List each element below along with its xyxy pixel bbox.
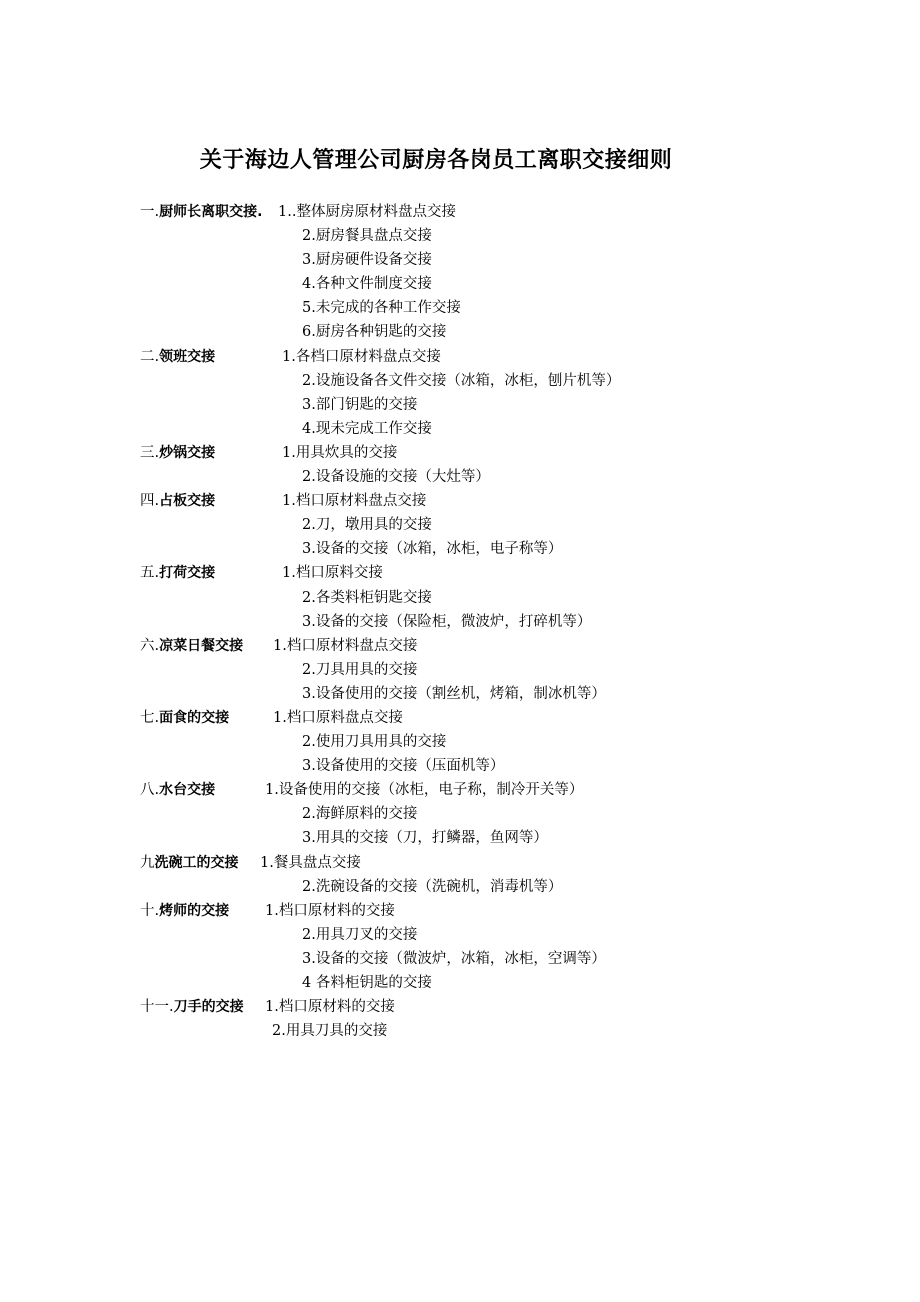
list-item: 2.刀，墩用具的交接 xyxy=(302,517,432,534)
section-dishwasher xyxy=(140,851,840,899)
list-item: 1.档口原材料盘点交接 xyxy=(273,637,418,654)
list-item: 2.海鲜原料的交接 xyxy=(302,806,418,823)
list-item: 1.档口原料盘点交接 xyxy=(273,709,403,726)
section-knife-hand xyxy=(140,995,840,1043)
list-item: 3.设备使用的交接（压面机等） xyxy=(302,758,505,775)
section-row xyxy=(140,995,840,1019)
list-item: 1.各档口原材料盘点交接 xyxy=(282,348,441,365)
section-chef xyxy=(140,200,840,345)
section-heading: 六.凉菜日餐交接 xyxy=(140,637,244,654)
list-item: 1.档口原材料盘点交接 xyxy=(282,493,427,510)
list-item: 3.设备的交接（微波炉，冰箱，冰柜，空调等） xyxy=(302,950,606,967)
list-item: 1..整体厨房原材料盘点交接 xyxy=(278,204,456,220)
section-foreman xyxy=(140,345,840,441)
list-item: 2.用具刀叉的交接 xyxy=(302,926,418,943)
section-heading: 四.占板交接 xyxy=(140,493,216,510)
section-heading: 十一.刀手的交接 xyxy=(140,999,244,1016)
list-item: 5.未完成的各种工作交接 xyxy=(302,300,461,317)
section-wok xyxy=(140,441,840,489)
section-heading: 二.领班交接 xyxy=(140,348,216,365)
list-item: 2.设备设施的交接（大灶等） xyxy=(302,469,490,486)
section-cold-dish xyxy=(140,634,840,706)
section-row xyxy=(140,634,840,658)
list-item: 4.现未完成工作交接 xyxy=(302,420,432,437)
list-item: 2.设施设备各文件交接（冰箱，冰柜，刨片机等） xyxy=(302,372,621,389)
list-item: 2.使用刀具用具的交接 xyxy=(302,734,447,751)
section-heading: 八.水台交接 xyxy=(140,782,216,799)
section-row xyxy=(140,200,840,224)
handover-list xyxy=(140,200,840,1043)
list-item: 2.用具刀具的交接 xyxy=(272,1023,388,1040)
list-item: 1.设备使用的交接（冰柜，电子称，制冷开关等） xyxy=(265,782,584,799)
section-heading: 十.烤师的交接 xyxy=(140,902,230,919)
list-item: 2.刀具用具的交接 xyxy=(302,661,418,678)
list-item: 1.档口原材料的交接 xyxy=(265,902,395,919)
document-title: 关于海边人管理公司厨房各岗员工离职交接细则 xyxy=(199,148,673,173)
section-heading: 一.厨师长离职交接. xyxy=(140,204,263,220)
section-cutting-board xyxy=(140,489,840,561)
list-item: 3.设备使用的交接（割丝机，烤箱，制冰机等） xyxy=(302,685,606,702)
list-item: 1.餐具盘点交接 xyxy=(260,854,361,871)
list-item: 3.部门钥匙的交接 xyxy=(302,396,418,413)
section-heading: 三.炒锅交接 xyxy=(140,444,216,461)
list-item: 3.设备的交接（冰箱，冰柜，电子称等） xyxy=(302,541,563,558)
section-row xyxy=(140,851,840,875)
list-item: 3.厨房硬件设备交接 xyxy=(302,252,432,269)
list-item: 2.厨房餐具盘点交接 xyxy=(302,228,432,245)
section-row xyxy=(140,706,840,730)
section-plating xyxy=(140,561,840,633)
section-row xyxy=(140,778,840,802)
section-heading: 五.打荷交接 xyxy=(140,565,216,582)
list-item: 1.档口原材料的交接 xyxy=(265,999,395,1016)
section-row xyxy=(140,489,840,513)
list-item: 2.洗碗设备的交接（洗碗机，消毒机等） xyxy=(302,878,563,895)
list-item: 6.厨房各种钥匙的交接 xyxy=(302,324,447,341)
section-pastry xyxy=(140,706,840,778)
list-item: 3.设备的交接（保险柜，微波炉，打碎机等） xyxy=(302,613,592,630)
list-item: 4 各料柜钥匙的交接 xyxy=(302,975,432,991)
list-item: 3.用具的交接（刀，打鳞器，鱼网等） xyxy=(302,830,548,847)
section-row xyxy=(140,345,840,369)
section-heading: 七.面食的交接 xyxy=(140,709,230,726)
section-heading: 九洗碗工的交接 xyxy=(140,854,239,871)
section-water-station xyxy=(140,778,840,850)
list-item: 1.档口原料交接 xyxy=(282,565,383,582)
list-item: 2.各类料柜钥匙交接 xyxy=(302,589,432,606)
list-item: 1.用具炊具的交接 xyxy=(282,444,398,461)
section-roaster xyxy=(140,899,840,995)
section-row xyxy=(140,561,840,585)
list-item: 4.各种文件制度交接 xyxy=(302,276,432,293)
section-row xyxy=(140,441,840,465)
section-row xyxy=(140,899,840,923)
